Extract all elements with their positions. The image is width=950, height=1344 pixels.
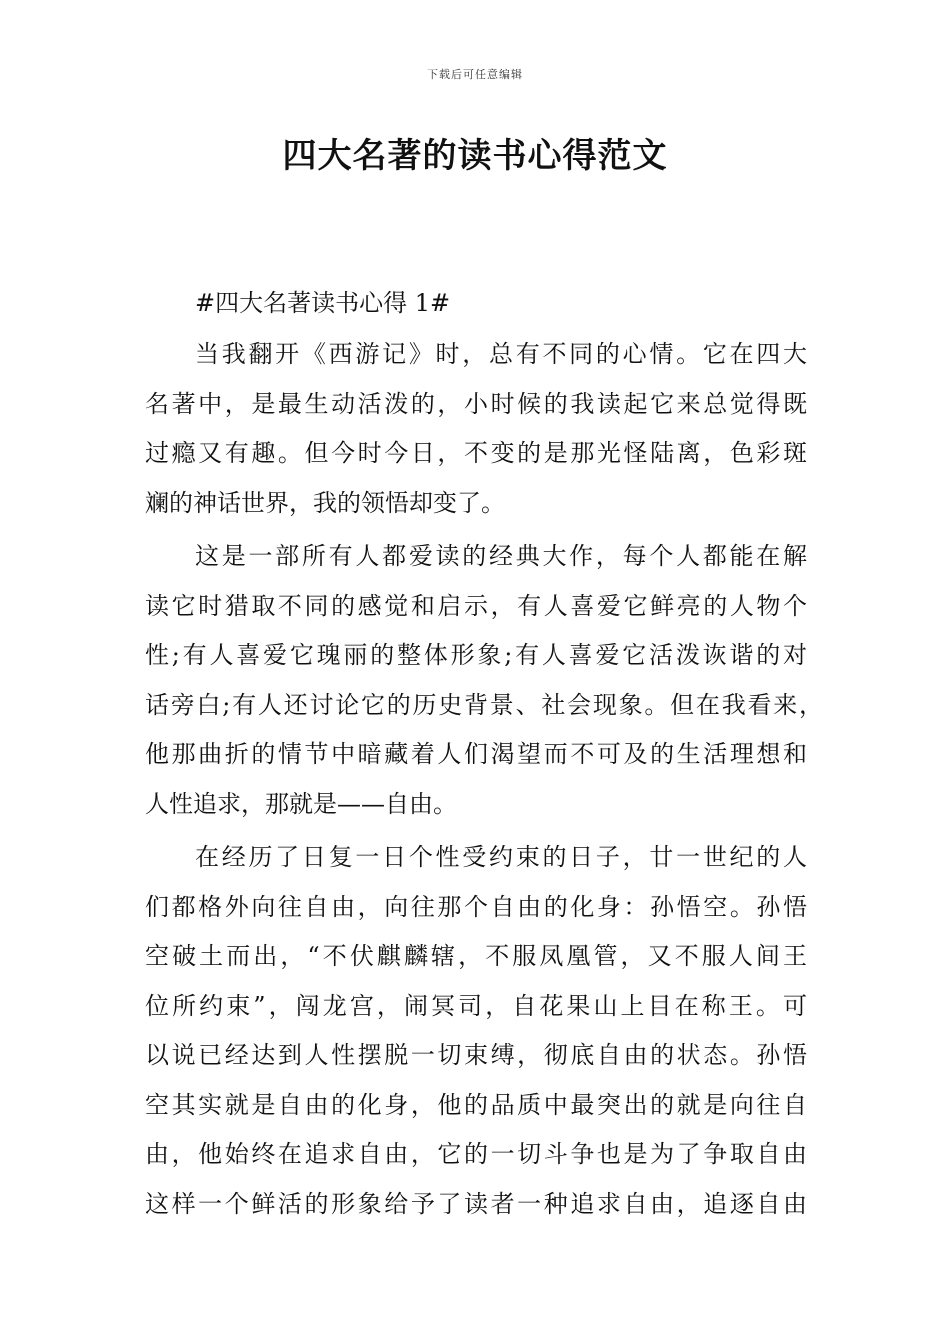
paragraph-1 — [145, 330, 807, 528]
paragraph-line: 性;有人喜爱它瑰丽的整体形象;有人喜爱它活泼诙谐的对 — [145, 641, 807, 669]
paragraph-line: 名著中，是最生动活泼的，小时候的我读起它来总觉得既 — [145, 389, 807, 418]
paragraph-line: 过瘾又有趣。但今时今日，不变的是那光怪陆离，色彩斑 — [145, 439, 807, 467]
paragraph-line: 这样一个鲜活的形象给予了读者一种追求自由，追逐自由 — [145, 1189, 807, 1218]
paragraph-line: 斓的神话世界，我的领悟却变了。 — [145, 488, 505, 517]
paragraph-line: 人性追求，那就是——自由。 — [145, 789, 457, 818]
paragraph-line: 他那曲折的情节中暗藏着人们渴望而不可及的生活理想和 — [145, 740, 807, 768]
document-body — [145, 280, 823, 1229]
paragraph-line: 话旁白;有人还讨论它的历史背景、社会现象。但在我看来， — [145, 690, 823, 719]
document-title: 四大名著的读书心得范文 — [282, 136, 668, 176]
paragraph-line: 位所约束”，闯龙宫，闹冥司，自花果山上目在称王。可 — [145, 991, 807, 1020]
paragraph-line: 由，他始终在追求自由，它的一切斗争也是为了争取自由 — [145, 1140, 807, 1168]
header-note: 下载后可任意编辑 — [427, 68, 523, 81]
paragraph-line: 在经历了日复一日个性受约束的日子，廿一世纪的人 — [195, 843, 807, 871]
paragraph-3 — [145, 833, 807, 1229]
paragraph-line: 当我翻开《西游记》时，总有不同的心情。它在四大 — [195, 340, 807, 368]
paragraph-line: 这是一部所有人都爱读的经典大作，每个人都能在解 — [195, 542, 807, 570]
section-heading: #四大名著读书心得 1# — [195, 289, 451, 317]
paragraph-line: 空破土而出，“不伏麒麟辖，不服凤凰管，又不服人间王 — [145, 942, 807, 970]
paragraph-2 — [145, 532, 823, 829]
paragraph-line: 读它时猎取不同的感觉和启示，有人喜爱它鲜亮的人物个 — [145, 591, 807, 620]
paragraph-line: 们都格外向往自由，向往那个自由的化身：孙悟空。孙悟 — [145, 892, 807, 921]
paragraph-line: 以说已经达到人性摆脱一切束缚，彻底自由的状态。孙悟 — [145, 1041, 807, 1069]
paragraph-line: 空其实就是自由的化身，他的品质中最突出的就是向往自 — [145, 1090, 807, 1119]
